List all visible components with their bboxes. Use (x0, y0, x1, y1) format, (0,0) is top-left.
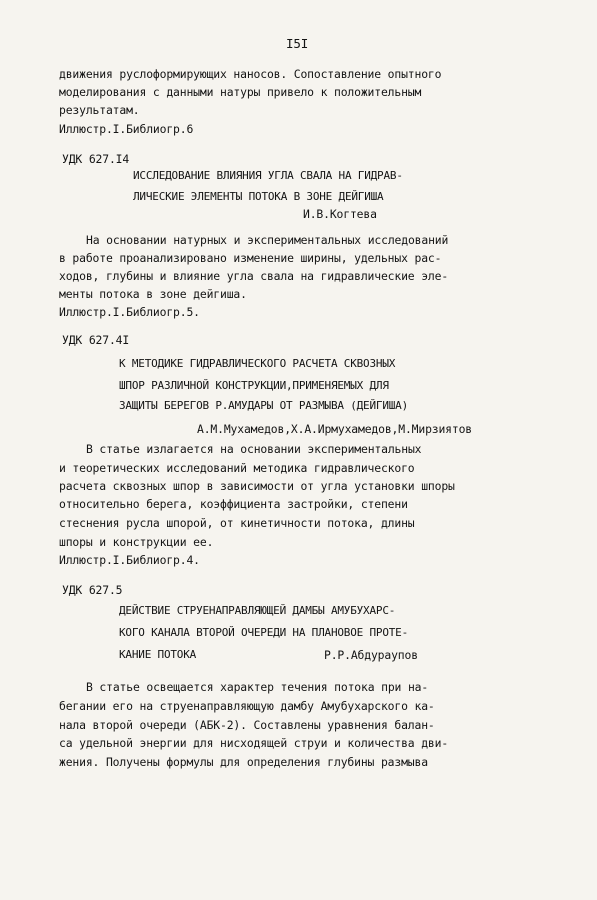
abstract-line: нала второй очереди (АБК-2). Составлены уравнения балан- (59, 718, 435, 732)
entry-authors: А.М.Мухамедов,Х.А.Ирмухамедов,М.Мирзиятов (197, 422, 473, 436)
entry-title-line: ЗАЩИТЫ БЕРЕГОВ Р.АМУДАРЫ ОТ РАЗМЫВА (ДЕЙГИША) (119, 399, 409, 412)
abstract-line: расчета сквозных шпор в зависимости от угла установки шпоры (59, 479, 455, 493)
abstract-line: бегании его на струенаправляющую дамбу Амубухарского ка- (59, 699, 435, 713)
abstract-line: са удельной энергии для нисходящей струи и количества дви- (59, 736, 449, 750)
abstract-line: В статье излагается на основании экспериментальных (86, 442, 422, 456)
udk-code: УДК 627.4I (62, 333, 130, 347)
udk-code: УДК 627.I4 (62, 152, 130, 166)
entry-footer: Иллюстр.I.Библиогр.4. (59, 553, 200, 567)
abstract-line: стеснения русла шпорой, от кинетичности потока, длины (59, 516, 415, 530)
abstract-line: относительно берега, коэффициента застройки, степени (59, 497, 408, 511)
entry-title-line: ШПОР РАЗЛИЧНОЙ КОНСТРУКЦИИ,ПРИМЕНЯЕМЫХ ДЛЯ (119, 379, 389, 392)
abstract-line: На основании натурных и экспериментальных исследований (86, 233, 449, 247)
entry-title-line: КАНИЕ ПОТОКА (119, 648, 197, 661)
entry-title-line: ИССЛЕДОВАНИЕ ВЛИЯНИЯ УГЛА СВАЛА НА ГИДРАВ- (133, 169, 403, 182)
continuation-line: движения руслоформирующих наносов. Сопоставление опытного (59, 67, 442, 81)
abstract-line: жения. Получены формулы для определения глубины размыва (59, 755, 428, 769)
page-number: I5I (286, 36, 309, 51)
entry-title-line: КОГО КАНАЛА ВТОРОЙ ОЧЕРЕДИ НА ПЛАНОВОЕ ПРОТЕ- (119, 626, 409, 639)
entry-title-line: ДЕЙСТВИЕ СТРУЕНАПРАВЛЯЮЩЕЙ ДАМБЫ АМУБУХАРС- (119, 604, 396, 617)
entry-footer: Иллюстр.I.Библиогр.5. (59, 305, 200, 319)
abstract-line: и теоретических исследований методика гидравлического (59, 461, 415, 475)
abstract-line: в работе проанализировано изменение ширины, удельных рас- (59, 251, 442, 265)
abstract-line: менты потока в зоне дейгиша. (59, 287, 247, 301)
continuation-footer: Иллюстр.I.Библиогр.6 (59, 122, 194, 136)
entry-title-line: ЛИЧЕСКИЕ ЭЛЕМЕНТЫ ПОТОКА В ЗОНЕ ДЕЙГИША (133, 190, 384, 203)
entry-authors: Р.Р.Абдураупов (324, 648, 418, 662)
abstract-line: В статье освещается характер течения потока при на- (86, 680, 429, 694)
udk-code: УДК 627.5 (62, 583, 123, 597)
abstract-line: ходов, глубины и влияние угла свала на гидравлические эле- (59, 269, 449, 283)
entry-authors: И.В.Когтева (303, 207, 377, 221)
continuation-line: моделирования с данными натуры привело к положительным (59, 85, 422, 99)
entry-title-line: К МЕТОДИКЕ ГИДРАВЛИЧЕСКОГО РАСЧЕТА СКВОЗНЫХ (119, 357, 396, 370)
continuation-line: результатам. (59, 103, 140, 117)
abstract-line: шпоры и конструкции ее. (59, 535, 214, 549)
